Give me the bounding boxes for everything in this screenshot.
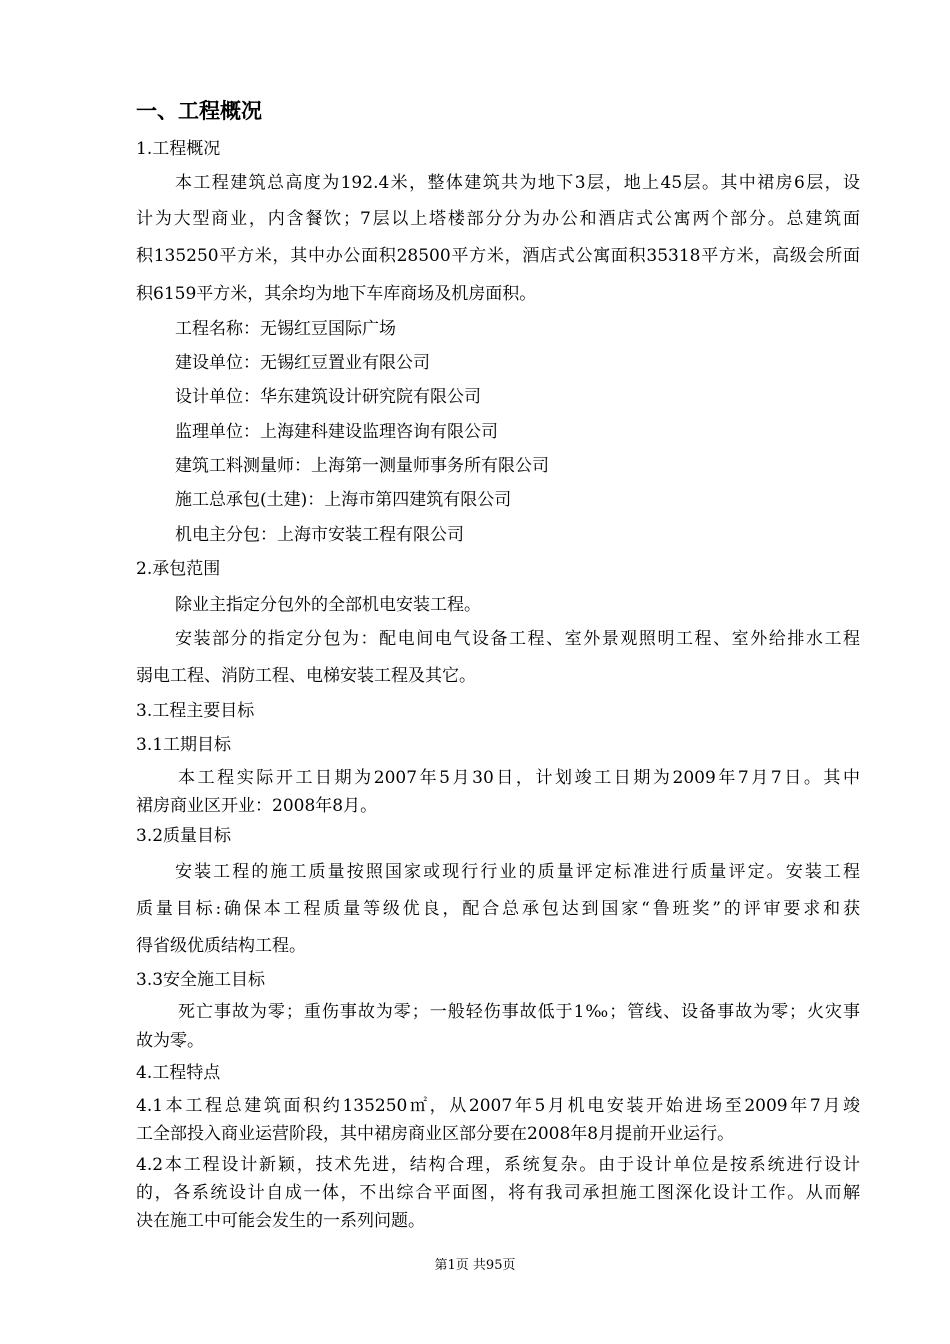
paragraph-line: 积135250平方米，其中办公面积28500平方米，酒店式公寓面积35318平方米，高级会所面	[136, 246, 860, 266]
paragraph-line: 的，各系统设计自成一体，不出综合平面图，将有我司承担施工图深化设计工作。从而解	[136, 1183, 860, 1203]
paragraph-line: 积6159平方米，其余均为地下车库商场及机房面积。	[136, 284, 537, 304]
info-line: 机电主分包：上海市安装工程有限公司	[175, 525, 464, 545]
subsection-title: 4.工程特点	[136, 1063, 221, 1083]
info-line: 建设单位：无锡红豆置业有限公司	[175, 353, 430, 373]
info-line: 设计单位：华东建筑设计研究院有限公司	[175, 387, 481, 407]
subsection-title: 3.工程主要目标	[136, 701, 255, 721]
info-line: 工程名称：无锡红豆国际广场	[175, 319, 396, 339]
paragraph-line: 本工程实际开工日期为2007年5月30日，计划竣工日期为2009年7月7日。其中	[178, 768, 860, 788]
paragraph-line: 得省级优质结构工程。	[136, 936, 306, 956]
paragraph-line: 安装工程的施工质量按照国家或现行行业的质量评定标准进行质量评定。安装工程	[175, 862, 860, 882]
subsection-title: 3.2质量目标	[136, 826, 232, 846]
subsection-title: 2.承包范围	[136, 559, 221, 579]
info-line: 监理单位：上海建科建设监理咨询有限公司	[175, 422, 498, 442]
paragraph-line: 工全部投入商业运营阶段，其中裙房商业区部分要在2008年8月提前开业运行。	[136, 1124, 735, 1144]
paragraph-line: 质量目标:确保本工程质量等级优良，配合总承包达到国家“鲁班奖”的评审要求和获	[136, 899, 860, 919]
paragraph-line: 计为大型商业，内含餐饮；7层以上塔楼部分分为办公和酒店式公寓两个部分。总建筑面	[136, 209, 860, 229]
paragraph-line: 本工程建筑总高度为192.4米，整体建筑共为地下3层，地上45层。其中裙房6层，设	[175, 173, 860, 193]
paragraph-line: 4.2本工程设计新颖，技术先进，结构合理，系统复杂。由于设计单位是按系统进行设计	[136, 1155, 860, 1175]
paragraph-line: 决在施工中可能会发生的一系列问题。	[136, 1211, 425, 1231]
paragraph-line: 4.1本工程总建筑面积约135250㎡，从2007年5月机电安装开始进场至2009年7月竣	[136, 1096, 860, 1116]
section-heading: 一、工程概况	[136, 99, 262, 123]
paragraph-line: 安装部分的指定分包为：配电间电气设备工程、室外景观照明工程、室外给排水工程	[175, 629, 860, 649]
paragraph-line: 除业主指定分包外的全部机电安装工程。	[175, 595, 481, 615]
paragraph-line: 死亡事故为零；重伤事故为零；一般轻伤事故低于1‰；管线、设备事故为零；火灾事	[178, 1002, 860, 1022]
info-line: 施工总承包(土建)：上海市第四建筑有限公司	[175, 490, 512, 510]
subsection-title: 1.工程概况	[136, 139, 221, 159]
subsection-title: 3.1工期目标	[136, 735, 232, 755]
page-number-footer: 第1页 共95页	[434, 1258, 516, 1273]
paragraph-line: 弱电工程、消防工程、电梯安装工程及其它。	[136, 666, 476, 686]
paragraph-line: 故为零。	[136, 1031, 204, 1051]
paragraph-line: 裙房商业区开业：2008年8月。	[136, 796, 378, 816]
info-line: 建筑工料测量师：上海第一测量师事务所有限公司	[175, 456, 549, 476]
subsection-title: 3.3安全施工目标	[136, 970, 266, 990]
